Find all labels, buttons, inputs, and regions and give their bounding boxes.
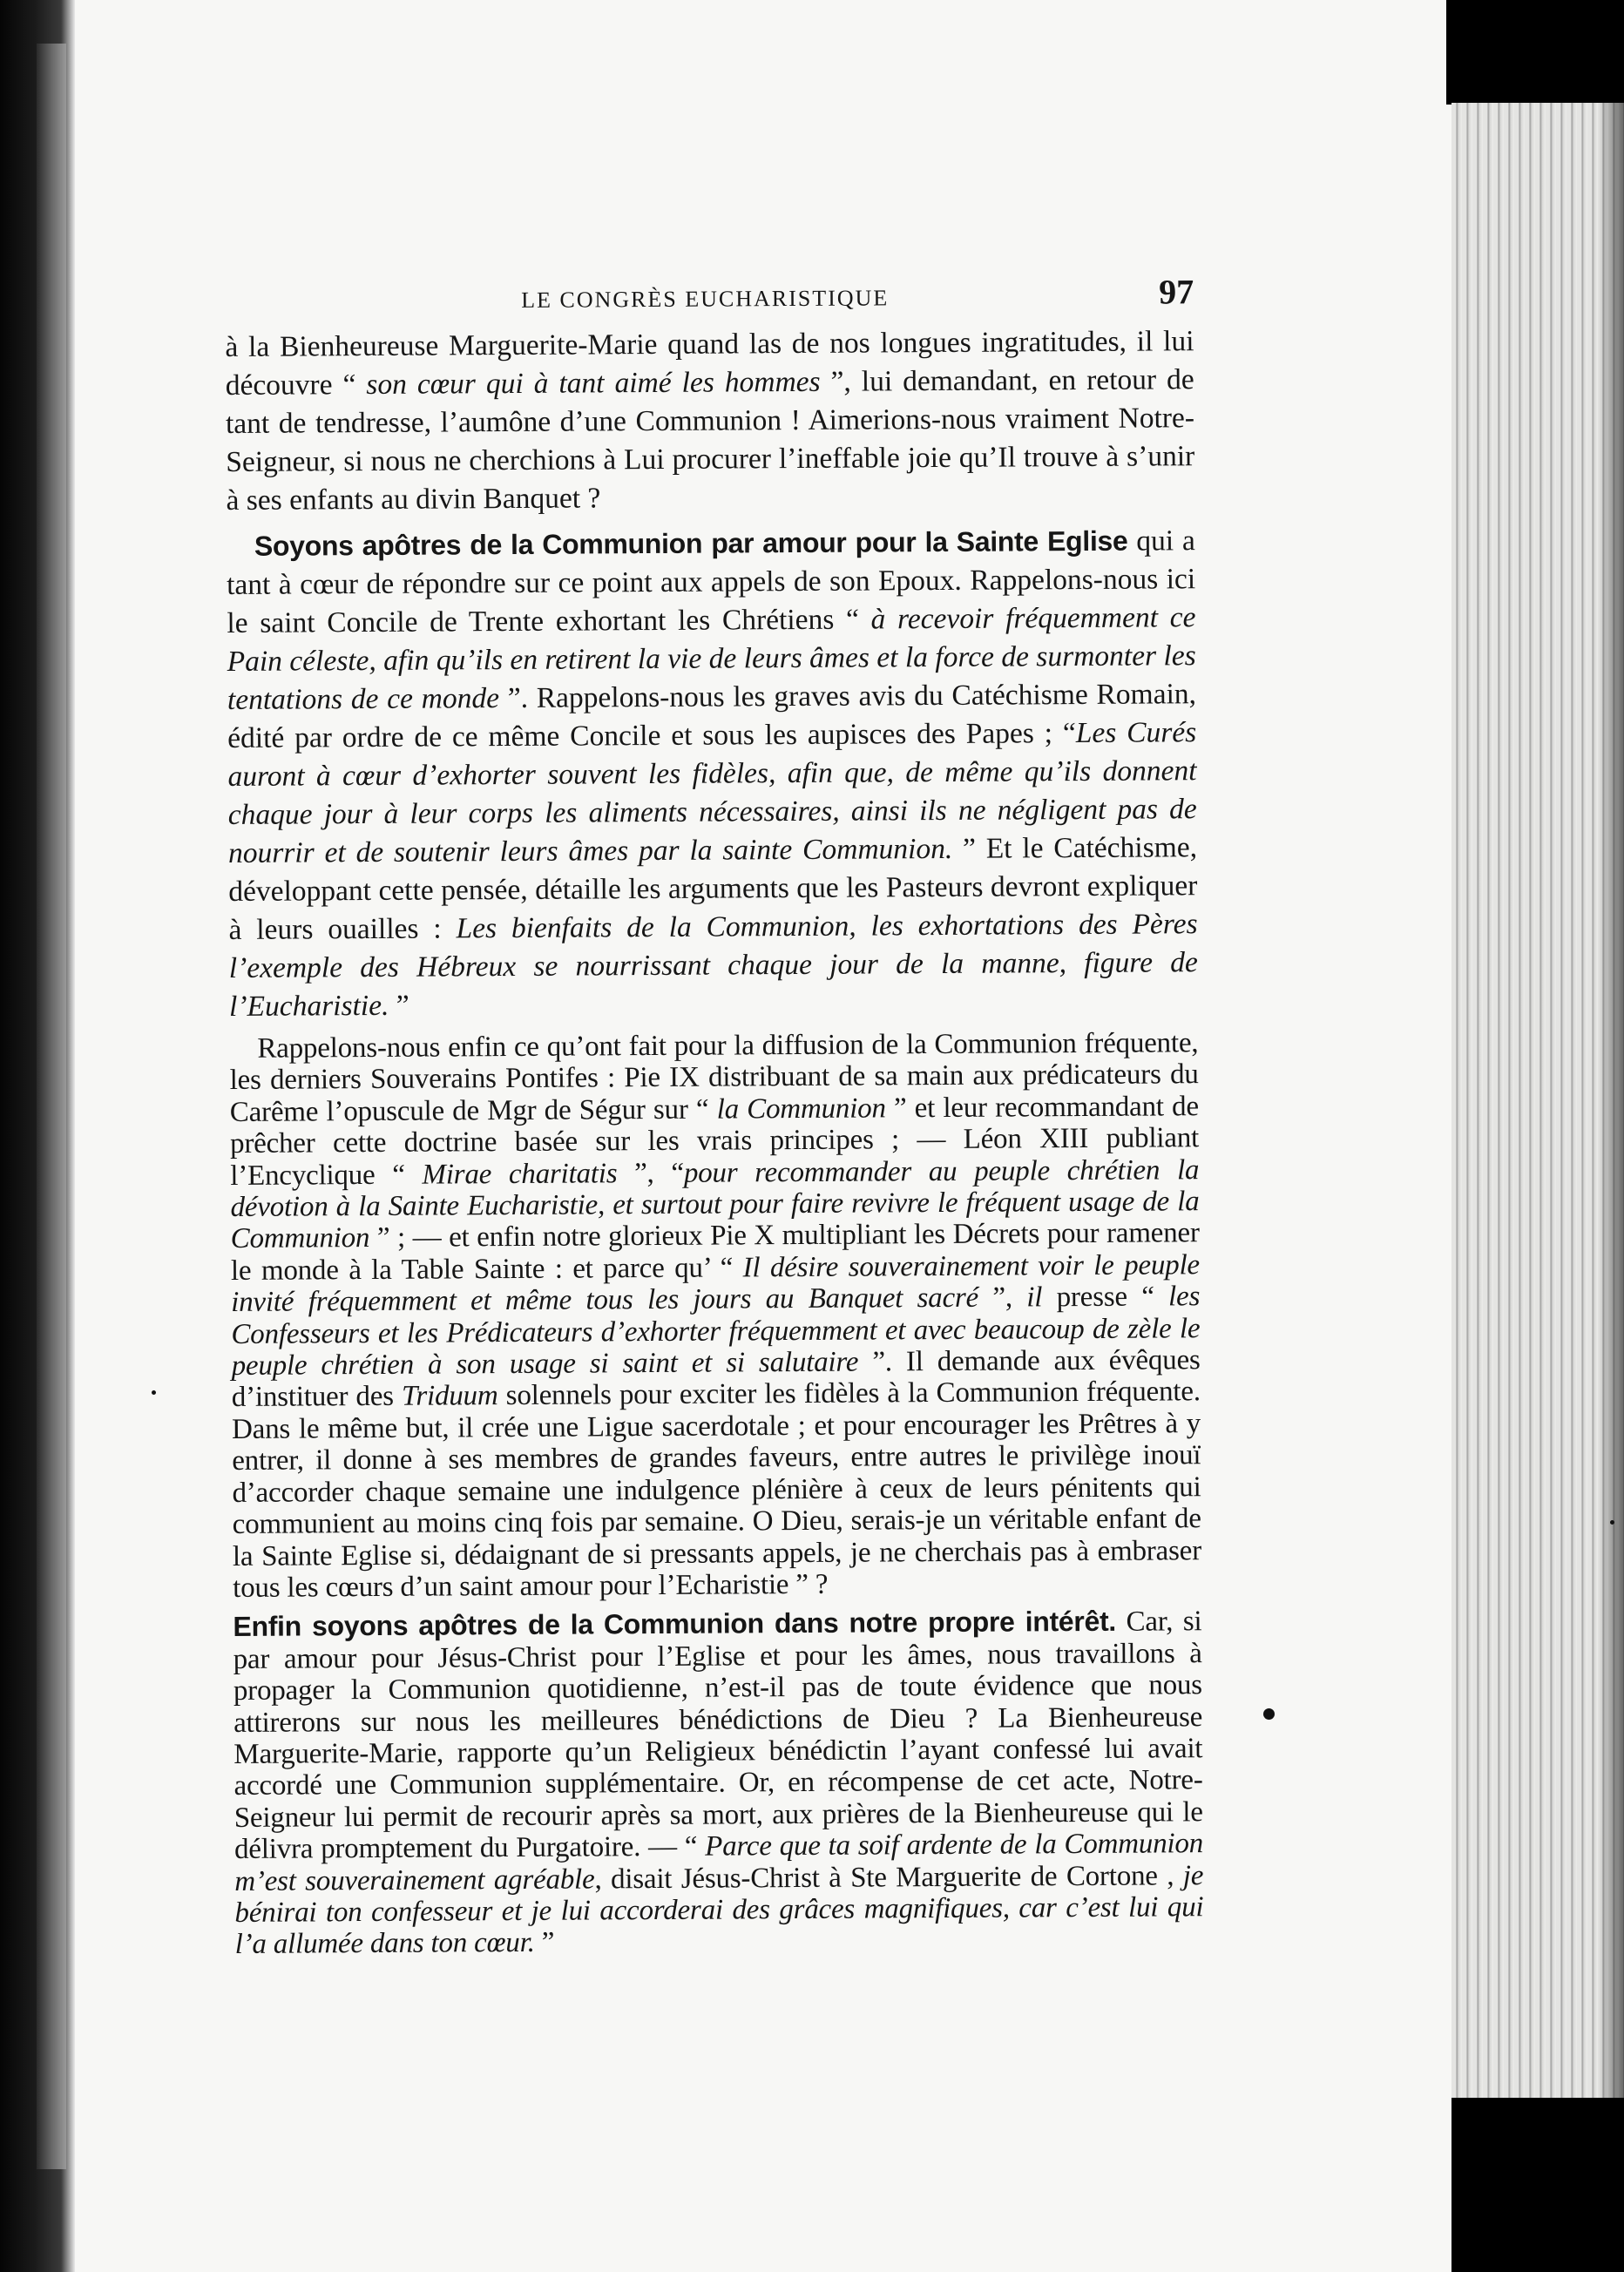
page-text [225,271,1204,1968]
facing-page-edge [0,0,75,2272]
italic-quote: Les bienfaits de la Communion, les exhortations des Pères l’exemple des Hébreux se nourrissant chaque jour de la manne, figure de l’Eucharistie. [228,908,1198,1023]
running-title: LE CONGRÈS EUCHARISTIQUE [521,285,890,313]
text-run: ” ; — et enfin notre glorieux Pie X multipliant les Décrets pour ramener le monde à la Table Sainte : et parce qu’ “ [230,1217,1200,1287]
italic-quote: la Communion [716,1092,886,1126]
paragraph [229,1027,1201,1604]
text-run: à la Bienheureuse Marguerite-Marie quand las de nos longues ingratitudes, il lui découvre “ [225,325,1194,402]
italic-quote: les Confesseurs et les Prédicateurs d’exhorter fréquemment et avec beaucoup de zèle le peuple chrétien à son usage si saint et si salutaire [231,1281,1201,1383]
italic-quote: Mirae charitatis [422,1157,618,1191]
speck-mark [1610,1520,1614,1525]
text-run: ”. Rappelons-nous les graves avis du Catéchisme Romain, édité par ordre de ce même Concile et sous les aupisces des Papes ; “ [227,678,1197,754]
paragraph [225,322,1194,520]
text-run: presse “ [1042,1281,1169,1314]
speck-mark [152,1390,156,1395]
text-run: Rappelons-nous enfin ce qu’ont fait pour la diffusion de la Communion fréquente, les derniers Souverains Pontifes : Pie IX distribuant de sa main aux prédicateurs du Carême l’opuscule de Mgr de Ségur sur “ [229,1027,1199,1128]
page-number: 97 [1158,272,1194,312]
text-run: ”, lui demandant, en retour de tant de tendresse, l’aumône d’une Communion ! Aimerions-nous vraiment Notre-Seigneur, si nous ne cherchions à Lui procurer l’ineffable joie qu’Il trouve à s’unir à ses enfants au divin Banquet ? [225,363,1195,517]
italic-quote: il [1026,1281,1043,1314]
background-margin [1446,0,1624,105]
text-run: ”, [978,1281,1027,1314]
text-run: , disait Jésus-Christ à Ste Marguerite de Cortone , [594,1859,1183,1896]
text-run: ”, “ [617,1157,684,1189]
paragraph [233,1605,1203,1960]
italic-quote: Parce que ta soif ardente de la Communion m’est souverainement agréable [234,1828,1204,1897]
italic-quote: son cœur qui à tant aimé les hommes [366,365,821,402]
bold-lead-in: Enfin soyons apôtres de la Communion dans notre propre intérêt. [233,1606,1117,1643]
text-run: ” [534,1927,555,1959]
text-run: ” [389,989,409,1022]
text-run: qui a tant à cœur de répondre sur ce point aux appels de son Epoux. Rappelons-nous ici le saint Concile de Trente exhortant les Chrétiens “ [227,524,1196,639]
italic-quote: Triduum [401,1380,498,1413]
text-run: solennels pour exciter les fidèles à la Communion fréquente. Dans le même but, il crée une Ligue sacerdotale ; et pour encourager les Prêtres à y entrer, il donne à ses membres de grandes faveurs, entre autres le privilège inouï d’accorder chaque semaine une indulgence plénière à ceux de leurs pénitents qui communient au moins cinq fois par semaine. O Dieu, serais-je un véritable enfant de la Sainte Eglise si, dédaignant de si pressants appels, je ne cherchais pas à embraser tous les cœurs d’un saint amour pour l’Echaristie ” ? [231,1376,1202,1604]
running-head [225,271,1194,318]
text-run: ”. Il demande aux évêques d’instituer des [231,1344,1201,1414]
bold-lead-in: Soyons apôtres de la Communion par amour pour la Sainte Eglise [254,524,1128,562]
speck-mark [1263,1708,1275,1720]
text-run: ” et leur recommandant de prêcher cette doctrine basée sur les vrais principes ; — Léon XIII publiant l’Encyclique “ [229,1091,1200,1192]
italic-quote: pour recommander au peuple chrétien la dévotion à la Sainte Eucharistie, et surtout pour faire revivre le fréquent usage de la Communion [230,1153,1200,1255]
italic-quote: je bénirai ton confesseur et je lui accorderai des grâces magnifiques, car c’est lui qui l’a allumée dans ton cœur. [234,1859,1204,1961]
text-run: ” Et le Catéchisme, développant cette pensée, détaille les arguments que les Pasteurs devront expliquer à leurs ouailles : [228,831,1198,946]
italic-quote: Il désire souverainement voir le peuple invité fréquemment et même tous les jours au Banquet sacré [231,1249,1201,1319]
gutter-shadow [37,44,66,2169]
paragraph [227,521,1198,1026]
page-stack-edges [1451,103,1624,2098]
italic-quote: Les Curés auront à cœur d’exhorter souvent les fidèles, afin que, de même qu’ils donnent chaque jour à leur corps les aliments nécessaires, ainsi ils ne négligent pas de nourrir et de soutenir leurs âmes par la sainte Communion. [227,716,1197,869]
text-run: Car, si par amour pour Jésus-Christ pour l’Eglise et pour les âmes, nous travaillons à propager la Communion quotidienne, n’est-il pas de toute évidence que nous attirerons sur nous les meilleures bénédictions de Dieu ? La Bienheureuse Marguerite-Marie, rapporte qu’un Religieux bénédictin l’ayant confessé lui avait accordé une Communion supplémentaire. Or, en récompense de cet acte, Notre-Seigneur lui permit de recourir après sa mort, aux prières de la Bienheureuse qui le délivra promptement du Purgatoire. — “ [233,1606,1203,1866]
italic-quote: à recevoir fréquemment ce Pain céleste, afin qu’ils en retirent la vie de leurs âmes et la force de surmonter les tentations de ce monde [227,601,1196,716]
